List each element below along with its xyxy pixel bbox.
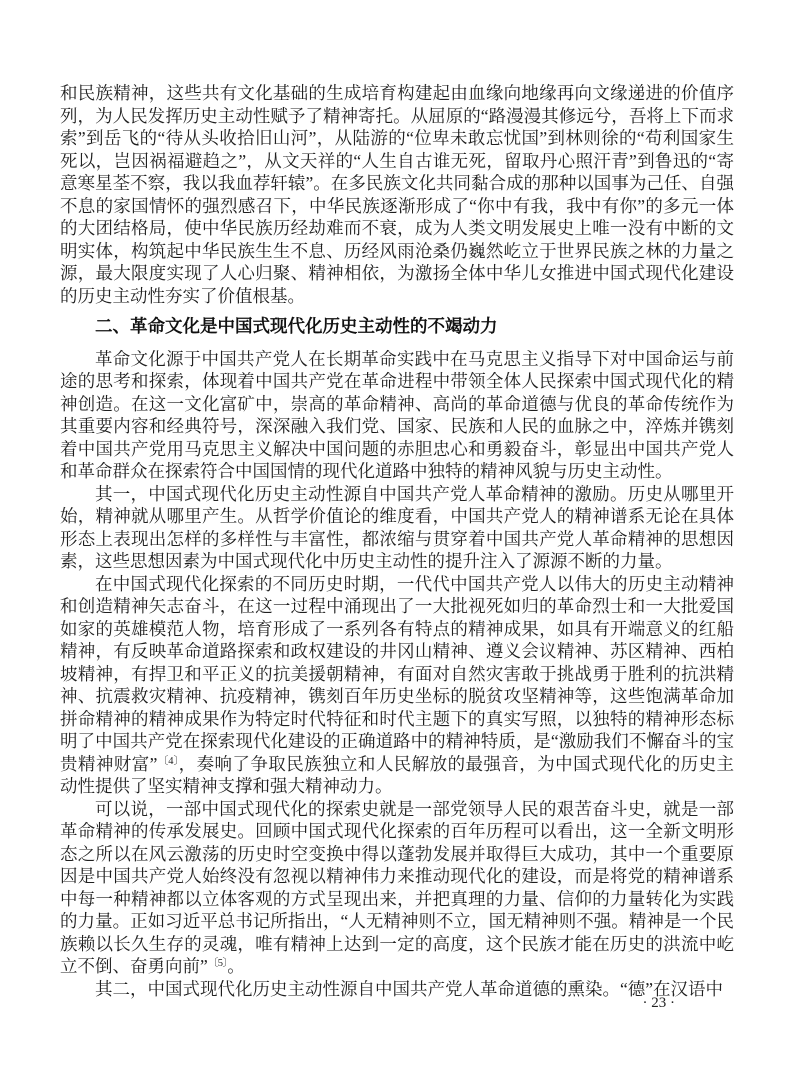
footnote-ref-4: 〔4〕 — [157, 755, 179, 767]
paragraph-text: ，奏响了争取民族独立和人民解放的最强音，为中国式现代化的历史主动性提供了坚实精神支撑和强大精神动力。 — [60, 753, 734, 796]
footnote-ref-5: 〔5〕 — [207, 958, 228, 969]
paragraph: 其一，中国式现代化历史主动性源自中国共产党人革命精神的激励。历史从哪里开始，精神就从哪里产生。从哲学价值论的维度看，中国共产党人的精神谱系无论在具体形态上表现出怎样的多样性与丰富性，都浓缩与贯穿着中国共产党人革命精神的思想因素，这些思想因素为中国式现代化中历史主动性的提升注入了源源不断的力量。 — [60, 483, 734, 571]
paragraph: 其二，中国式现代化历史主动性源自中国共产党人革命道德的熏染。“德”在汉语中 — [95, 978, 724, 999]
paragraph-continuation: 和民族精神，这些共有文化基础的生成培育构建起由血缘向地缘再向文缘递进的价值序列，为人民发挥历史主动性赋予了精神寄托。从屈原的“路漫漫其修远兮，吾将上下而求索”到岳飞的“待从头收拾旧山河”，从陆游的“位卑未敢忘忧国”到林则徐的“苟利国家生死以，岂因祸福避趋之”，从文天祥的“人生自古谁无死，留取丹心照汗青”到鲁迅的“寄意寒星荃不察，我以我血荐轩辕”。在多民族文化共同黏合成的那种以国事为己任、自强不息的家国情怀的强烈感召下，中华民族逐渐形成了“你中有我，我中有你”的多元一体的大团结格局，使中华民族历经劫难而不衰，成为人类文明发展史上唯一没有中断的文明实体，构筑起中华民族生生不息、历经风雨沧桑仍巍然屹立于世界民族之林的力量之源，最大限度实现了人心归聚、精神相依，为激扬全体中华儿女推进中国式现代化建设的历史主动性夯实了价值根基。 — [60, 83, 734, 306]
page-content — [60, 82, 734, 1000]
paragraph: 革命文化源于中国共产党人在长期革命实践中在马克思主义指导下对中国命运与前途的思考和探索，体现着中国共产党在革命进程中带领全体人民探索中国式现代化的精神创造。在这一文化富矿中，崇高的革命精神、高尚的革命道德与优良的革命传统作为其重要内容和经典符号，深深融入我们党、国家、民族和人民的血脉之中，淬炼并镌刻着中国共产党用马克思主义解决中国问题的赤胆忠心和勇毅奋斗，彰显出中国共产党人和革命群众在探索符合中国国情的现代化道路中独特的精神风貌与历史主动性。 — [60, 348, 734, 481]
paragraph — [60, 798, 734, 978]
paragraph — [60, 573, 734, 798]
section-heading: 二、革命文化是中国式现代化历史主动性的不竭动力 — [95, 316, 498, 336]
page-number: · 23 · — [642, 995, 675, 1011]
paragraph-text: 可以说，一部中国式现代化的探索史就是一部党领导人民的艰苦奋斗史，就是一部革命精神的传承发展史。回顾中国式现代化探索的百年历程可以看出，这一全新文明形态之所以在风云激荡的历史时空变换中得以蓬勃发展并取得巨大成功，其中一个重要原因是中国共产党人始终没有忽视以精神伟力来推动现代化的建设，而是将党的精神谱系中每一种精神都以立体客观的方式呈现出来，并把真理的力量、信仰的力量转化为实践的力量。正如习近平总书记所指出，“人无精神则不立，国无精神则不强。精神是一个民族赖以长久生存的灵魂，唯有精神上达到一定的高度，这个民族才能在历史的洪流中屹立不倒、奋勇向前” — [60, 798, 734, 976]
paragraph-text: 。 — [227, 956, 245, 976]
paragraph-text: 在中国式现代化探索的不同历史时期，一代代中国共产党人以伟大的历史主动精神和创造精神矢志奋斗，在这一过程中涌现出了一大批视死如归的革命烈士和一大批爱国如家的英雄模范人物，培育形成了一系列各有特点的精神成果，如具有开端意义的红船精神，有反映革命道路探索和政权建设的井冈山精神、遵义会议精神、苏区精神、西柏坡精神，有捍卫和平正义的抗美援朝精神，有面对自然灾害敢于挑战勇于胜利的抗洪精神、抗震救灾精神、抗疫精神，镌刻百年历史坐标的脱贫攻坚精神等，这些饱满革命加拼命精神的精神成果作为特定时代特征和时代主题下的真实写照，以独特的精神形态标明了中国共产党在探索现代化建设的正确道路中的精神特质，是“激励我们不懈奋斗的宝贵精神财富” — [60, 573, 734, 774]
